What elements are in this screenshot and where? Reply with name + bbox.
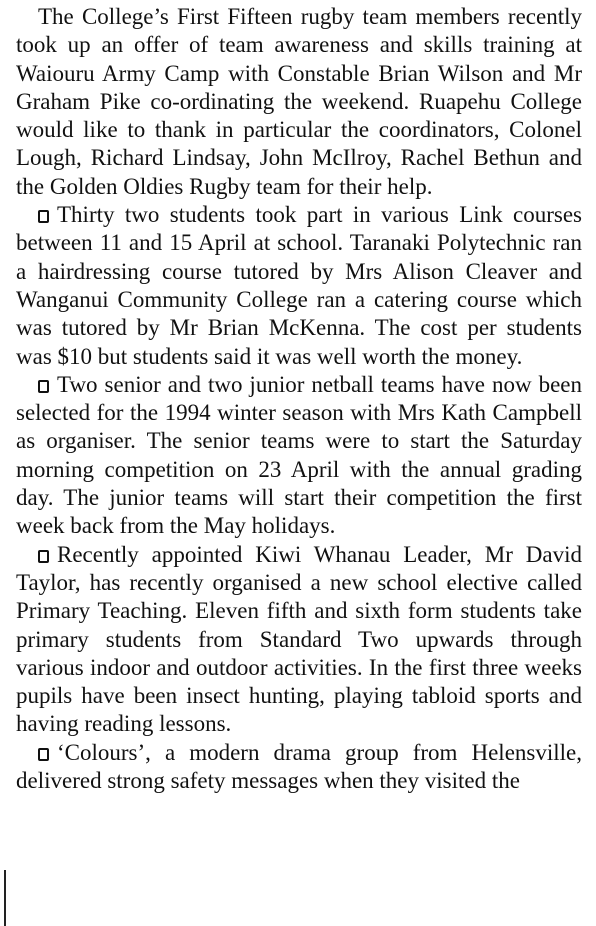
hollow-square-bullet-icon <box>38 210 49 223</box>
paragraph-primary-teaching <box>16 541 582 739</box>
hollow-square-bullet-icon <box>38 748 49 761</box>
column-divider-rule <box>4 870 6 926</box>
paragraph-text: ‘Colours’, a modern drama group from Helensville, delivered strong safety messages when they visited the <box>16 739 582 794</box>
paragraph-link-courses <box>16 201 582 371</box>
paragraph-text: Thirty two students took part in various Link courses between 11 and 15 April at school. Taranaki Polytechnic ran a hairdressing course tutored by Mrs Alison Cleaver and Wanganui Community College ran a catering course which was tutored by Mr Brian McKenna. The cost per students was $10 but students said it was well worth the money. <box>16 202 582 369</box>
paragraph-netball-teams <box>16 371 582 541</box>
hollow-square-bullet-icon <box>38 550 49 563</box>
paragraph-text: Recently appointed Kiwi Whanau Leader, Mr David Taylor, has recently organised a new school elective called Primary Teaching. Eleven fifth and sixth form students take primary students from Standard Two upwards through various indoor and outdoor activities. In the first three weeks pupils have been insect hunting, playing tabloid sports and having reading lessons. <box>16 541 582 737</box>
paragraph-text: Two senior and two junior netball teams have now been selected for the 1994 winter season with Mrs Kath Campbell as organiser. The senior teams were to start the Saturday morning competition on 23 April with the annual grading day. The junior teams will start their competition the first week back from the May holidays. <box>16 371 582 539</box>
paragraph-text: The College’s First Fifteen rugby team members recently took up an offer of team awareness and skills training at Waiouru Army Camp with Constable Brian Wilson and Mr Graham Pike co-ordinating the weekend. Ruapehu College would like to thank in particular the coordinators, Colonel Lough, Richard Lindsay, John McIlroy, Rachel Bethun and the Golden Oldies Rugby team for their help. <box>16 4 582 199</box>
hollow-square-bullet-icon <box>38 380 49 393</box>
paragraph-colours-drama <box>16 739 582 796</box>
paragraph-rugby-training <box>16 3 582 201</box>
article-column <box>16 0 582 795</box>
